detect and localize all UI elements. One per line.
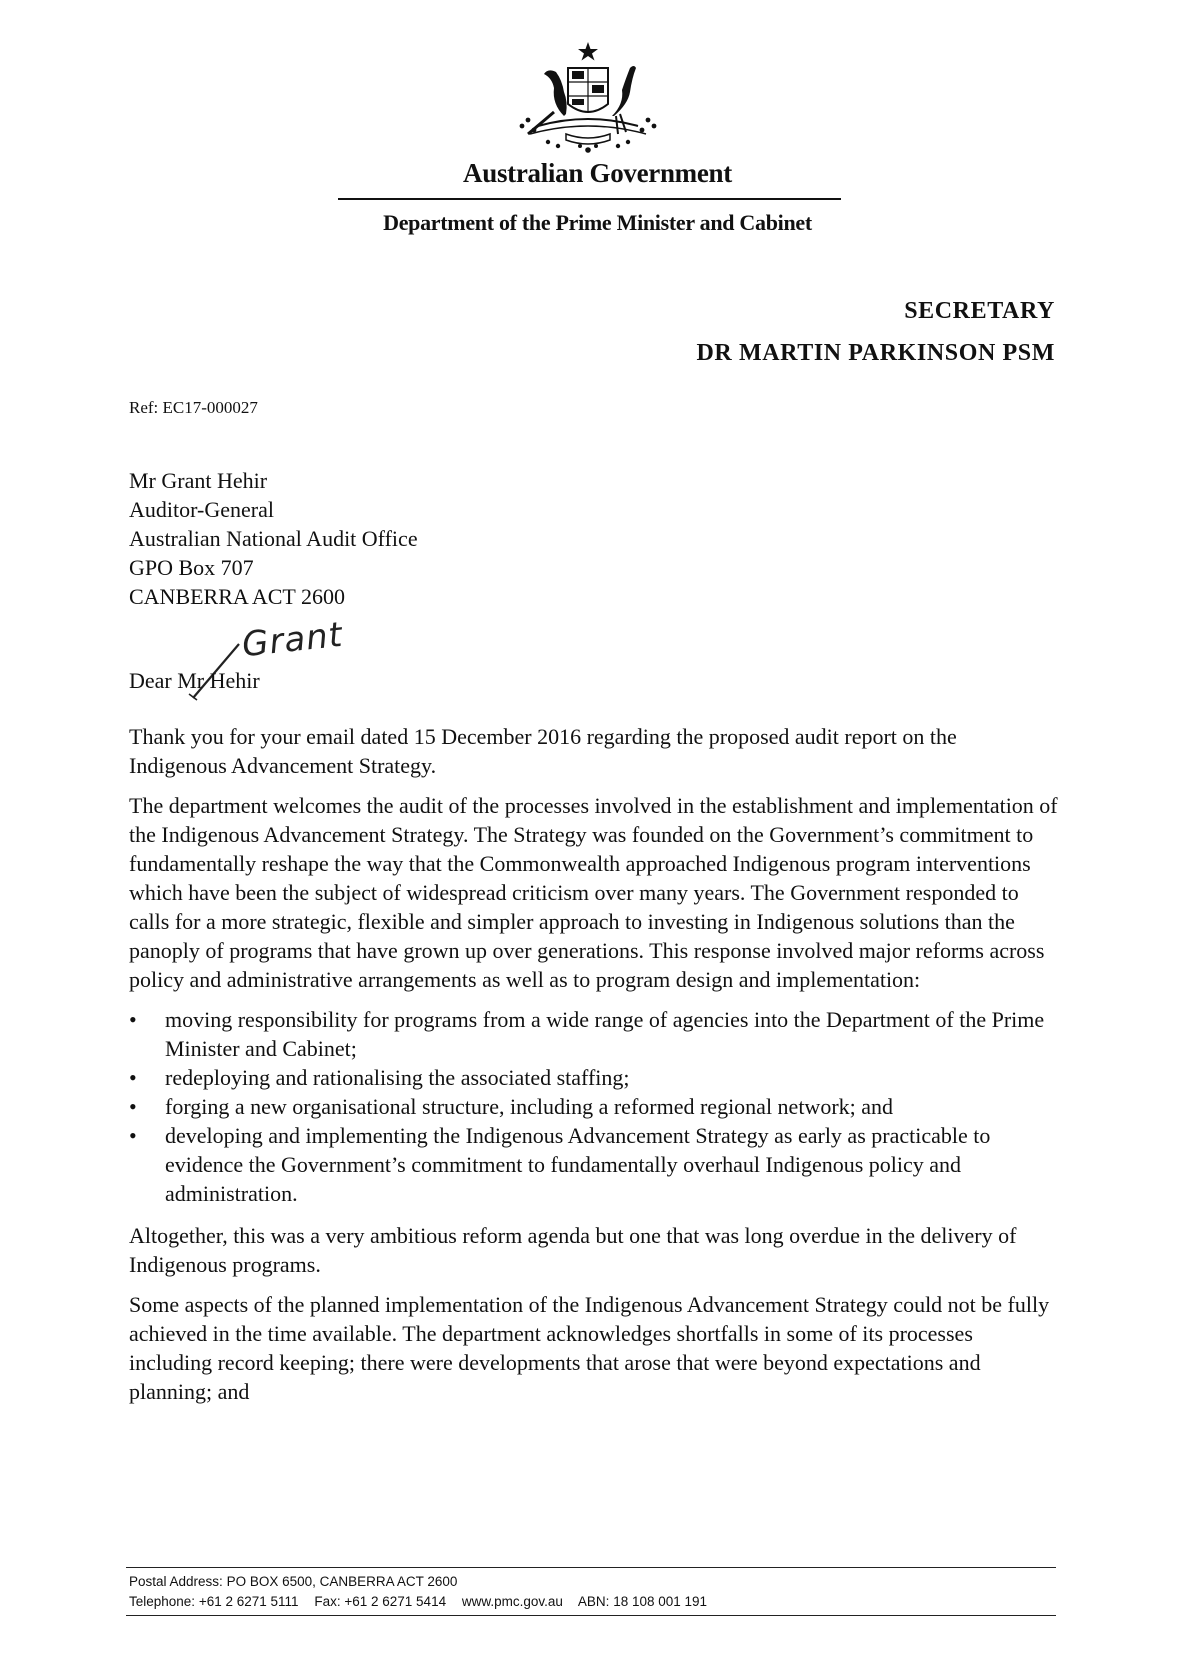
signatory-block [696,290,1055,374]
letter-body [129,722,1059,1417]
handwritten-name: Grant [240,614,345,666]
bullet-icon: • [129,1094,137,1119]
letterhead-divider [338,198,841,200]
coat-of-arms-icon [508,38,668,156]
salutation-surname: Hehir [209,668,260,693]
bullet-icon: • [129,1007,137,1032]
fax-value: +61 2 6271 5414 [344,1594,447,1609]
salutation-dear: Dear [129,668,172,693]
footer-divider-top [126,1567,1056,1568]
footer-divider-bottom [126,1615,1056,1616]
website-link[interactable]: www.pmc.gov.au [461,1594,563,1609]
body-paragraph: Altogether, this was a very ambitious reform agenda but one that was long overdue in the delivery of Indigenous programs. [129,1223,1017,1277]
bullet-icon: • [129,1123,137,1148]
address-line: Mr Grant Hehir [129,468,268,493]
list-item: • redeploying and rationalising the associated staffing; [129,1065,630,1090]
government-name: Australian Government [463,158,732,188]
body-paragraph: Some aspects of the planned implementation of the Indigenous Advancement Strategy could not be fully achieved in the time available. The department acknowledges shortfalls in some of its processes including record keeping; there were developments that arose that were beyond expectations and planning; and [129,1292,1050,1404]
address-line: GPO Box 707 [129,555,254,580]
list-item: • developing and implementing the Indigenous Advancement Strategy as early as practicable to evidence the Government’s commitment to fundamentally overhaul Indigenous policy and administration. [129,1123,991,1206]
department-name: Department of the Prime Minister and Cabinet [383,210,812,235]
reform-list [129,1005,1059,1208]
postal-label: Postal Address: [129,1574,223,1589]
address-line: Australian National Audit Office [129,526,418,551]
address-line: CANBERRA ACT 2600 [129,584,345,609]
list-item: • forging a new organisational structure, including a reformed regional network; and [129,1094,894,1119]
telephone-label: Telephone: [129,1594,196,1609]
postal-value: PO BOX 6500, CANBERRA ACT 2600 [226,1574,458,1589]
fax-label: Fax: [314,1594,341,1609]
footer-contact [129,1592,707,1612]
address-line: Auditor-General [129,497,274,522]
footer-postal [129,1572,707,1592]
abn-value: 18 108 001 191 [613,1594,708,1609]
signatory-name: DR MARTIN PARKINSON PSM [696,340,1055,366]
list-item: • moving responsibility for programs from a wide range of agencies into the Department of the Prime Minister and Cabinet; [129,1007,1045,1061]
struck-title: Mr [177,668,205,693]
body-paragraph: Thank you for your email dated 15 December 2016 regarding the proposed audit report on the Indigenous Advancement Strategy. [129,724,957,778]
body-paragraph: The department welcomes the audit of the processes involved in the establishment and implementation of the Indigenous Advancement Strategy. The Strategy was founded on the Government’s commitment to fundamentally reshape the way that the Commonwealth approached Indigenous program interventions which have been the subject of widespread criticism over many years. The Government responded to calls for a more strategic, flexible and simpler approach to investing in Indigenous solutions than the panoply of programs that have grown up over generations. This response involved major reforms across policy and administrative arrangements as well as to program design and implementation: [129,793,1058,992]
telephone-value: +61 2 6271 5111 [198,1594,299,1609]
salutation [129,668,260,694]
reference-number: Ref: EC17-000027 [129,398,258,417]
signatory-title: SECRETARY [904,298,1055,324]
recipient-address [129,466,418,611]
bullet-icon: • [129,1065,137,1090]
footer [129,1572,707,1612]
abn-label: ABN: [577,1594,610,1609]
